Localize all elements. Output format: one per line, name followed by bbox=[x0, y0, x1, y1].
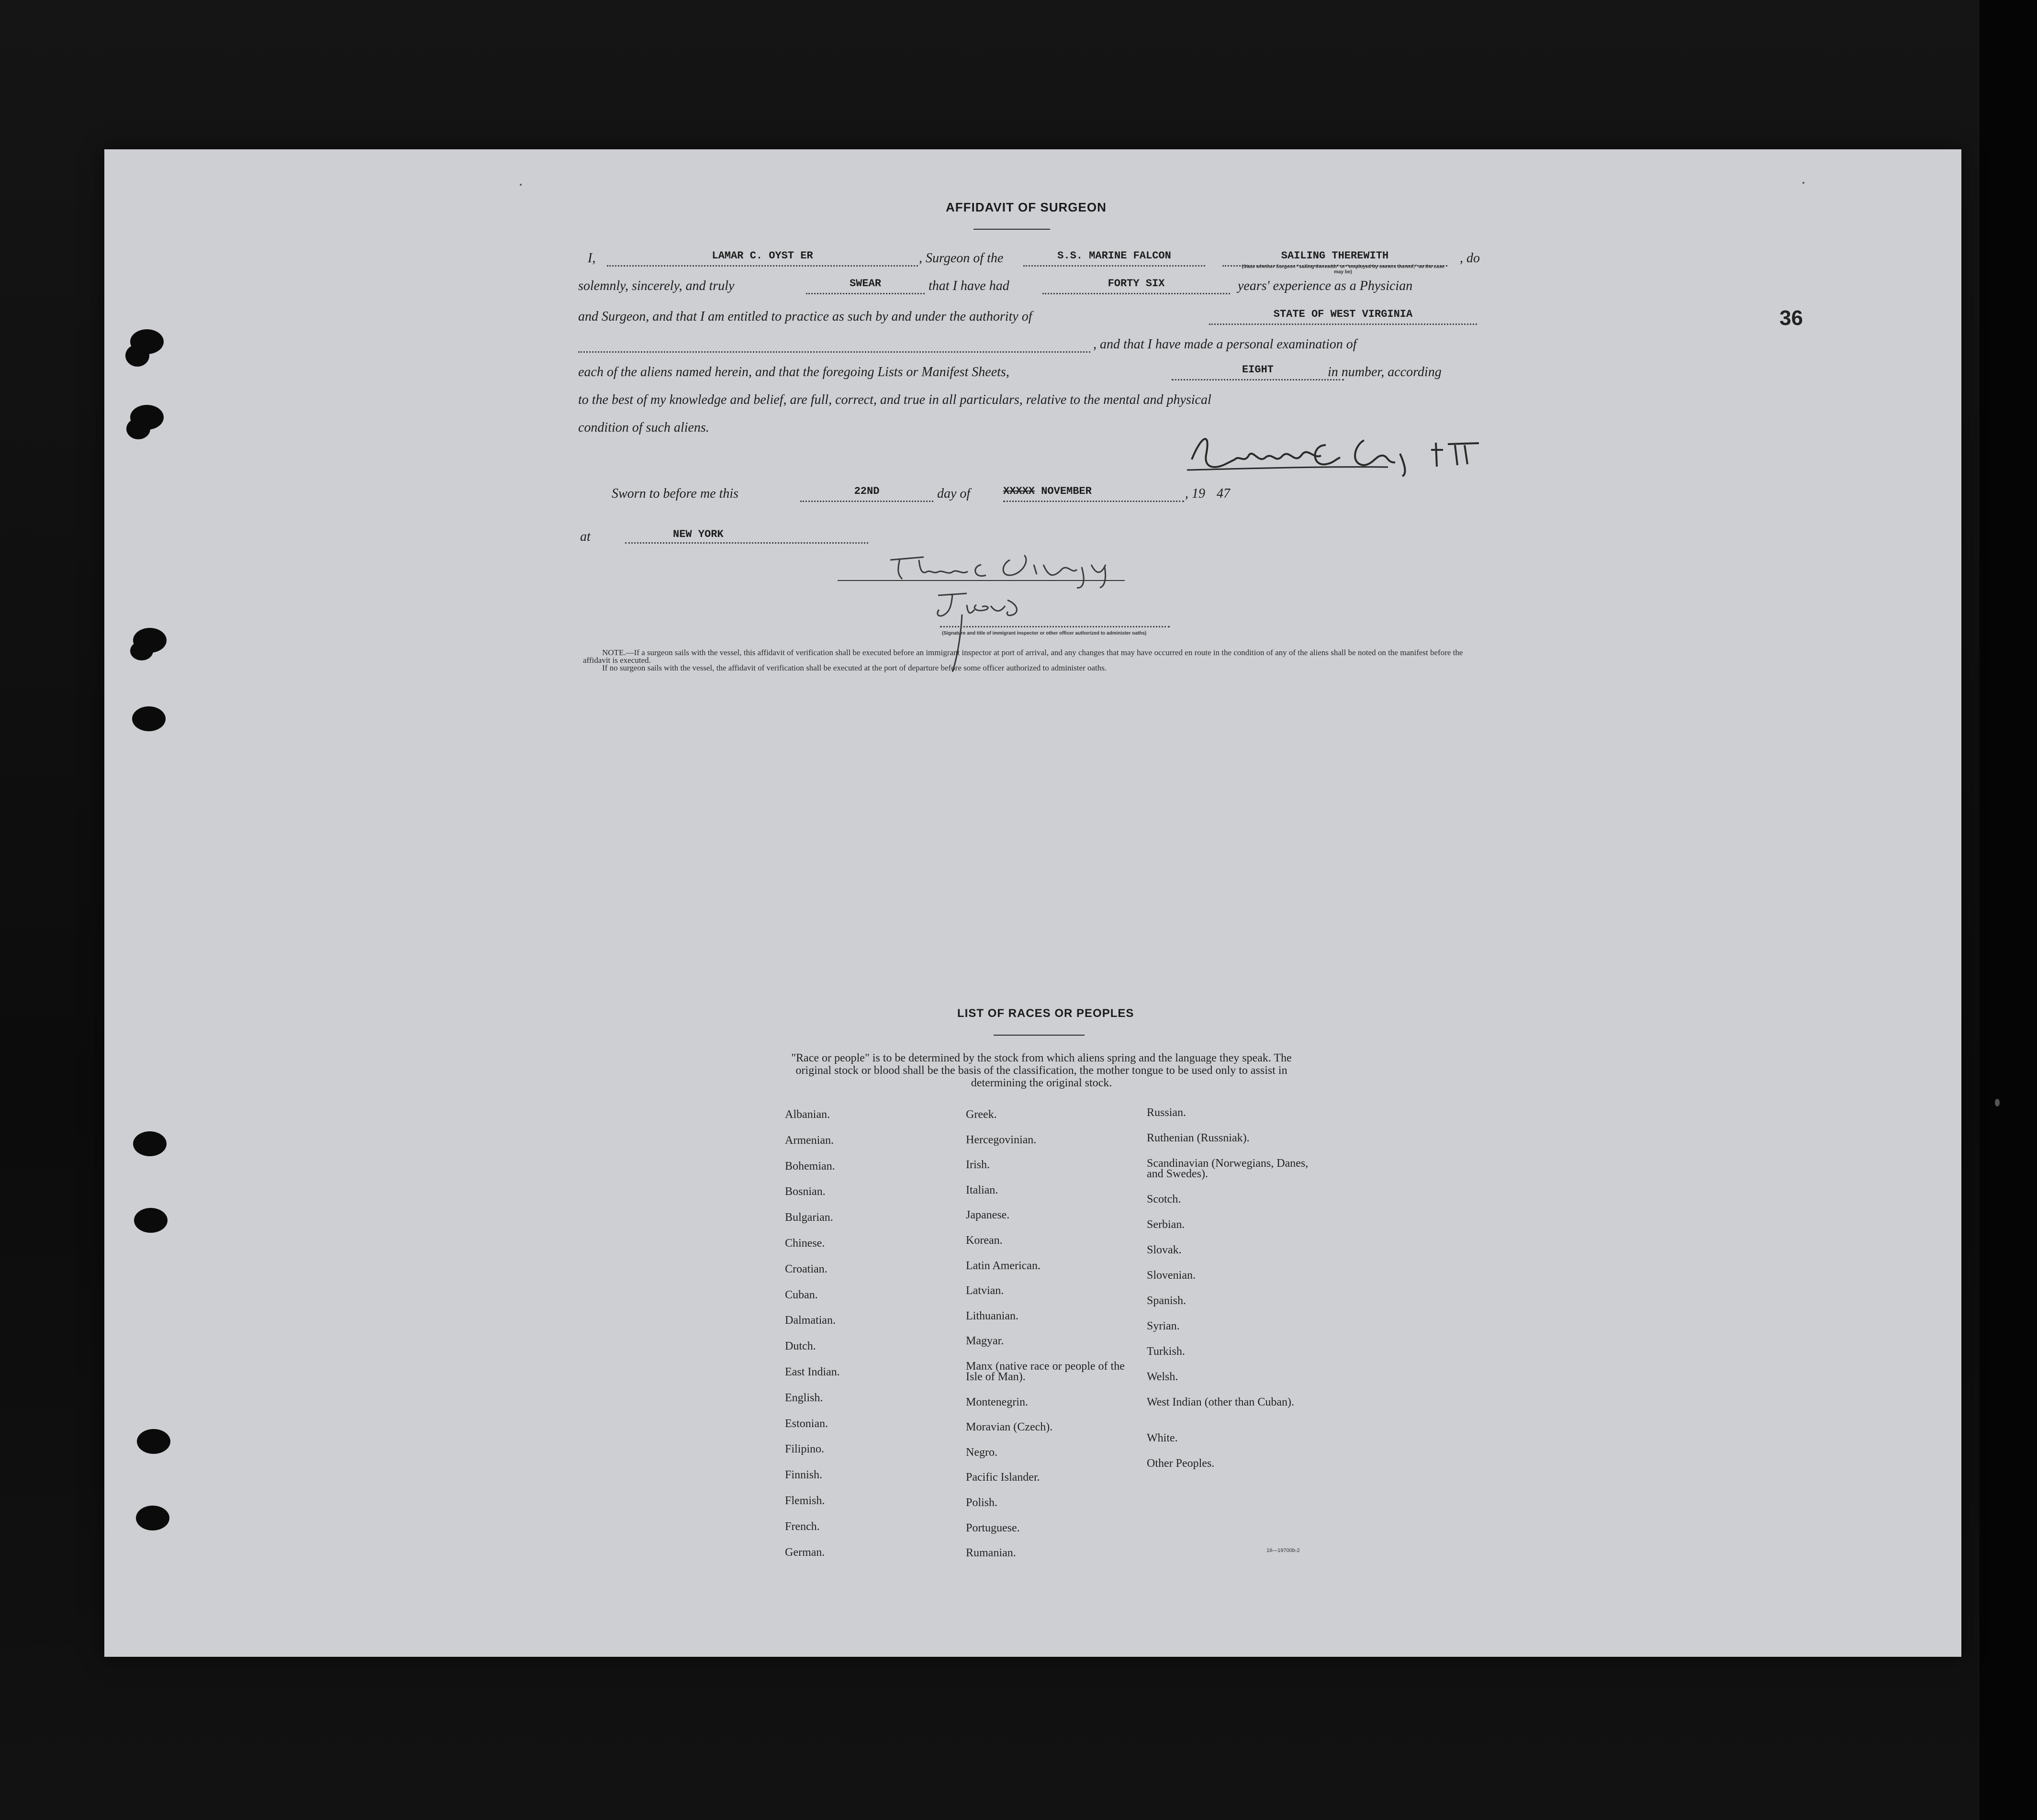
races-title-rule bbox=[994, 1035, 1085, 1036]
race-item: Italian. bbox=[966, 1184, 998, 1196]
place-field: NEW YORK bbox=[625, 532, 868, 544]
punch-hole bbox=[137, 1429, 170, 1454]
affidavit-line-6 bbox=[578, 392, 1483, 412]
text-surgeon-of: , Surgeon of the bbox=[919, 251, 1004, 266]
punch-hole bbox=[132, 706, 166, 731]
race-item: Irish. bbox=[966, 1159, 990, 1172]
inspector-signature-line bbox=[838, 580, 1125, 581]
sworn-day-field: 22ND bbox=[800, 489, 933, 502]
race-item: Syrian. bbox=[1147, 1320, 1180, 1332]
punch-hole bbox=[133, 1131, 167, 1156]
oath-field: SWEAR bbox=[806, 281, 925, 294]
race-item: Scotch. bbox=[1147, 1193, 1181, 1206]
race-item: Turkish. bbox=[1147, 1345, 1185, 1358]
scan-edge bbox=[1980, 0, 2037, 1820]
surgeon-name-field: LAMAR C. OYST ER bbox=[607, 254, 918, 267]
affidavit-line-3 bbox=[578, 309, 1483, 328]
race-item: French. bbox=[785, 1520, 820, 1533]
race-item: Serbian. bbox=[1147, 1218, 1185, 1231]
text-authority: and Surgeon, and that I am entitled to practice as such by and under the authority of bbox=[578, 309, 1032, 324]
race-item: Rumanian. bbox=[966, 1547, 1016, 1560]
race-item: Pacific Islander. bbox=[966, 1471, 1040, 1484]
race-item: Lithuanian. bbox=[966, 1309, 1018, 1322]
authority-continuation-field bbox=[578, 340, 1090, 353]
years-field: FORTY SIX bbox=[1042, 281, 1230, 294]
sworn-line bbox=[612, 486, 1516, 505]
race-item: English. bbox=[785, 1391, 823, 1404]
race-item: East Indian. bbox=[785, 1366, 840, 1378]
race-item: Slovenian. bbox=[1147, 1269, 1196, 1282]
race-item: Montenegrin. bbox=[966, 1396, 1028, 1408]
speck bbox=[1802, 182, 1804, 184]
text-day-of: day of bbox=[937, 486, 971, 501]
sailing-note: (State whether Surgeon "sailing therewith" or "employed by owners thereof," as the case may be) bbox=[1242, 264, 1444, 275]
race-item: Cuban. bbox=[785, 1288, 818, 1301]
punch-hole bbox=[126, 418, 150, 439]
race-item: Finnish. bbox=[785, 1469, 823, 1482]
sworn-month-field: XXXXX NOVEMBER bbox=[1003, 489, 1184, 502]
text-best-of-knowledge: to the best of my knowledge and belief, are full, correct, and true in all particulars, relative to the mental and physical bbox=[578, 392, 1211, 407]
text-in-number: in number, according bbox=[1328, 365, 1442, 380]
text-years-experience: years' experience as a Physician bbox=[1238, 279, 1413, 293]
text-year-prefix: , 19 bbox=[1185, 486, 1205, 501]
form-code: 16—19700b-2 bbox=[1266, 1548, 1300, 1553]
sworn-year: 47 bbox=[1217, 486, 1230, 501]
note-paragraph-1: NOTE.—If a surgeon sails with the vessel, this affidavit of verification shall be executed before an immigrant inspector at port of arrival, and any changes that may have occurred en route in the condition of any of the aliens shall be noted on the manifest before the affidavit is executed. bbox=[583, 648, 1463, 665]
affidavit-note bbox=[583, 649, 1488, 672]
text-personal-examination: , and that I have made a personal examination of bbox=[1093, 337, 1357, 352]
race-item: Russian. bbox=[1147, 1106, 1186, 1119]
text-do: , do bbox=[1460, 251, 1480, 266]
race-item: Armenian. bbox=[785, 1134, 834, 1147]
affidavit-line-4 bbox=[578, 337, 1483, 356]
race-item: Bosnian. bbox=[785, 1185, 826, 1198]
race-item: Flemish. bbox=[785, 1495, 825, 1507]
sheets-field: EIGHT bbox=[1172, 368, 1344, 380]
race-item: West Indian (other than Cuban). bbox=[1147, 1396, 1294, 1408]
affidavit-line-5 bbox=[578, 365, 1483, 384]
race-item: Slovak. bbox=[1147, 1244, 1182, 1256]
race-item: Hercegovinian. bbox=[966, 1133, 1037, 1146]
race-item: Polish. bbox=[966, 1496, 998, 1509]
race-item: Latvian. bbox=[966, 1284, 1004, 1297]
race-item: Spanish. bbox=[1147, 1295, 1186, 1307]
race-item: Korean. bbox=[966, 1234, 1003, 1247]
race-item: Dalmatian. bbox=[785, 1314, 836, 1327]
race-item: Albanian. bbox=[785, 1108, 830, 1121]
vessel-field: S.S. MARINE FALCON bbox=[1023, 254, 1205, 267]
race-item: Bohemian. bbox=[785, 1160, 835, 1172]
race-item: Croatian. bbox=[785, 1262, 828, 1275]
page-number: 36 bbox=[1780, 306, 1803, 330]
text-manifest-sheets: each of the aliens named herein, and that the foregoing Lists or Manifest Sheets, bbox=[578, 365, 1009, 380]
race-item: Ruthenian (Russniak). bbox=[1147, 1132, 1250, 1144]
race-item: Magyar. bbox=[966, 1335, 1004, 1348]
speck bbox=[1995, 1099, 2000, 1106]
races-title: LIST OF RACES OR PEOPLES bbox=[957, 1007, 1134, 1020]
text-that-i-have-had: that I have had bbox=[929, 279, 1009, 293]
text-sworn: Sworn to before me this bbox=[612, 486, 739, 501]
race-item: White. bbox=[1147, 1432, 1178, 1444]
inspector-signature bbox=[881, 546, 1130, 589]
affidavit-title: AFFIDAVIT OF SURGEON bbox=[946, 200, 1107, 214]
race-item: Negro. bbox=[966, 1446, 997, 1459]
speck bbox=[520, 184, 522, 186]
race-item: Greek. bbox=[966, 1108, 997, 1121]
race-item: Chinese. bbox=[785, 1237, 825, 1250]
race-item: Other Peoples. bbox=[1147, 1457, 1215, 1470]
race-item: Estonian. bbox=[785, 1417, 828, 1430]
text-solemnly: solemnly, sincerely, and truly bbox=[578, 279, 735, 293]
title-rule bbox=[974, 229, 1050, 230]
surgeon-signature bbox=[1182, 426, 1498, 479]
race-item: Japanese. bbox=[966, 1209, 1010, 1222]
text-condition: condition of such aliens. bbox=[578, 420, 709, 435]
authority-field: STATE OF WEST VIRGINIA bbox=[1209, 312, 1477, 325]
race-item: Portuguese. bbox=[966, 1521, 1020, 1534]
sailing-status-field: SAILING THEREWITH bbox=[1222, 254, 1447, 267]
race-item: Filipino. bbox=[785, 1443, 825, 1456]
punch-hole bbox=[136, 1506, 169, 1530]
race-item: Manx (native race or people of the Isle of Man). bbox=[966, 1360, 1125, 1383]
punch-hole bbox=[125, 345, 149, 367]
punch-hole bbox=[134, 1208, 168, 1233]
text-at: at bbox=[580, 529, 591, 544]
text-i: I, bbox=[588, 251, 596, 266]
races-intro: "Race or people" is to be determined by the stock from which aliens spring and the language they speak. The original stock or blood shall be the basis of the classification, the mother tongue to be used only to assist in determining the original stock. bbox=[791, 1052, 1292, 1089]
inspector-signature-caption: (Signature and title of immigrant inspector or other officer authorized to administer oaths) bbox=[942, 631, 1147, 636]
race-item: Welsh. bbox=[1147, 1371, 1178, 1383]
inspector-title-line bbox=[940, 626, 1170, 627]
race-item: Latin American. bbox=[966, 1259, 1041, 1272]
race-item: Bulgarian. bbox=[785, 1211, 833, 1224]
affidavit-line-2 bbox=[578, 279, 1483, 298]
race-item: Moravian (Czech). bbox=[966, 1421, 1053, 1434]
note-paragraph-2: If no surgeon sails with the vessel, the affidavit of verification shall be executed at the port of departure before some officer authorized to administer oaths. bbox=[602, 663, 1107, 672]
race-item: Dutch. bbox=[785, 1340, 816, 1353]
race-item: Scandinavian (Norwegians, Danes, and Swedes). bbox=[1147, 1157, 1309, 1180]
race-item: German. bbox=[785, 1546, 825, 1559]
punch-hole bbox=[130, 641, 153, 660]
